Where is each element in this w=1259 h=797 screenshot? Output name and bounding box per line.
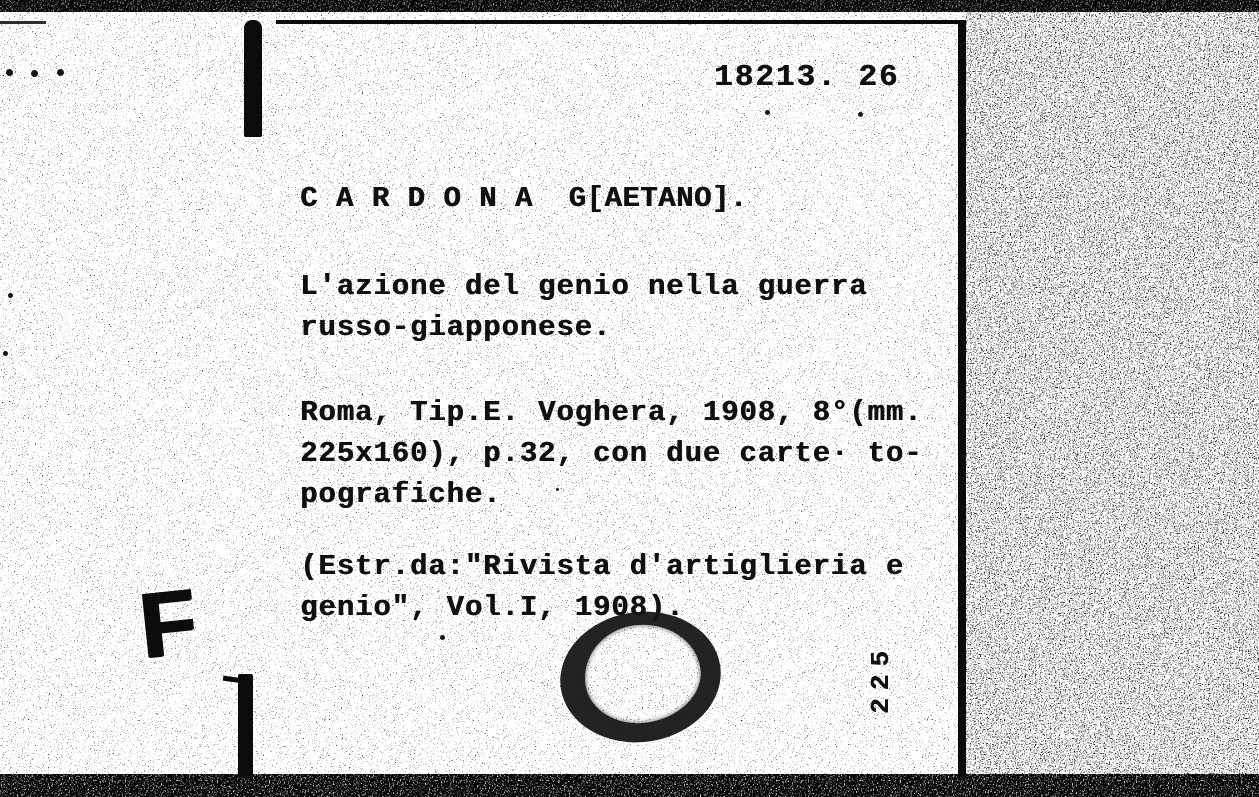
card-right-edge-line <box>958 20 966 777</box>
author-heading: C A R D O N A G[AETANO]. <box>300 182 748 215</box>
bottom-band-speckle <box>0 772 1259 797</box>
imprint-line-1: Roma, Tip.E. Voghera, 1908, 8°(mm. <box>300 396 923 429</box>
pepper-noise-right-margin <box>966 12 1259 774</box>
letter-f-stamp: F <box>134 570 202 678</box>
ink-specks <box>765 110 770 115</box>
card-top-edge-dashes <box>0 21 46 24</box>
vertical-side-number: 225 <box>866 643 896 714</box>
note-line-2: genio", Vol.I, 1908). <box>300 591 685 624</box>
left-tick-mark-top <box>244 20 262 137</box>
imprint-paragraph <box>300 392 922 515</box>
title-line-2: russo-giapponese. <box>300 311 612 344</box>
title-line-1: L'azione del genio nella guerra <box>300 270 868 303</box>
imprint-line-3: pografiche. <box>300 478 502 511</box>
card-top-edge-line <box>276 20 964 24</box>
title-paragraph <box>300 266 867 348</box>
call-number: 18213. 26 <box>714 60 900 95</box>
extract-note-paragraph <box>300 546 904 628</box>
imprint-line-2: 225x160), p.32, con due carte· to- <box>300 437 923 470</box>
note-line-1: (Estr.da:"Rivista d'artiglieria e <box>300 550 904 583</box>
left-tick-mark-bottom <box>238 674 253 778</box>
top-band-speckle <box>0 0 1259 12</box>
